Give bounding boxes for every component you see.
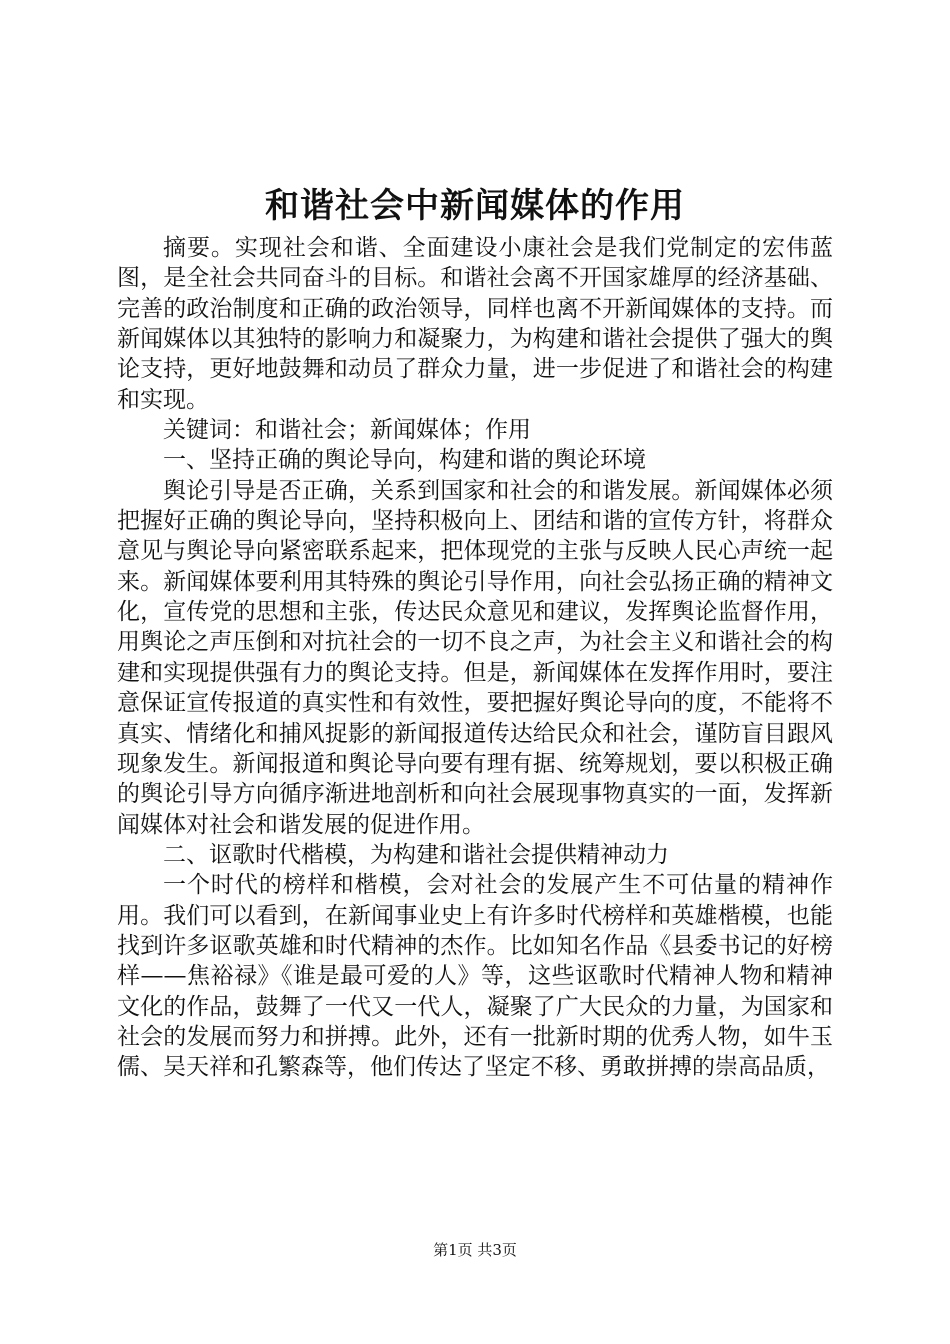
abstract-paragraph: 摘要。实现社会和谐、全面建设小康社会是我们党制定的宏伟蓝图，是全社会共同奋斗的目标。和谐社会离不开国家雄厚的经济基础、完善的政治制度和正确的政治领导，同样也离不开新闻媒体的支持。而新闻媒体以其独特的影响力和凝聚力，为构建和谐社会提供了强大的舆论支持，更好地鼓舞和动员了群众力量，进一步促进了和谐社会的构建和实现。: [117, 235, 833, 413]
document-body: [117, 233, 833, 1083]
document-title: 和谐社会中新闻媒体的作用: [265, 186, 685, 226]
keywords-line: 关键词：和谐社会；新闻媒体；作用: [163, 417, 531, 444]
page-footer: 第1页 共3页: [433, 1241, 517, 1259]
section-heading-1: 一、坚持正确的舆论导向，构建和谐的舆论环境: [163, 447, 646, 474]
section-1-paragraph: 舆论引导是否正确，关系到国家和社会的和谐发展。新闻媒体必须把握好正确的舆论导向，坚持积极向上、团结和谐的宣传方针，将群众意见与舆论导向紧密联系起来，把体现党的主张与反映人民心声统一起来。新闻媒体要利用其特殊的舆论引导作用，向社会弘扬正确的精神文化，宣传党的思想和主张，传达民众意见和建议，发挥舆论监督作用，用舆论之声压倒和对抗社会的一切不良之声，为社会主义和谐社会的构建和实现提供强有力的舆论支持。但是，新闻媒体在发挥作用时，要注意保证宣传报道的真实性和有效性，要把握好舆论导向的度，不能将不真实、情绪化和捕风捉影的新闻报道传达给民众和社会，谨防盲目跟风现象发生。新闻报道和舆论导向要有理有据、统筹规划，要以积极正确的舆论引导方向循序渐进地剖析和向社会展现事物真实的一面，发挥新闻媒体对社会和谐发展的促进作用。: [117, 477, 833, 838]
section-heading-2: 二、讴歌时代楷模，为构建和谐社会提供精神动力: [163, 841, 669, 868]
section-2-paragraph: 一个时代的榜样和楷模，会对社会的发展产生不可估量的精神作用。我们可以看到，在新闻事业史上有许多时代榜样和英雄楷模，也能找到许多讴歌英雄和时代精神的杰作。比如知名作品《县委书记的好榜样——焦裕禄》《谁是最可爱的人》等，这些讴歌时代精神人物和精神文化的作品，鼓舞了一代又一代人，凝聚了广大民众的力量，为国家和社会的发展而努力和拼搏。此外，还有一批新时期的优秀人物，如牛玉儒、吴天祥和孔繁森等，他们传达了坚定不移、勇敢拼搏的崇高品质，: [117, 872, 833, 1081]
